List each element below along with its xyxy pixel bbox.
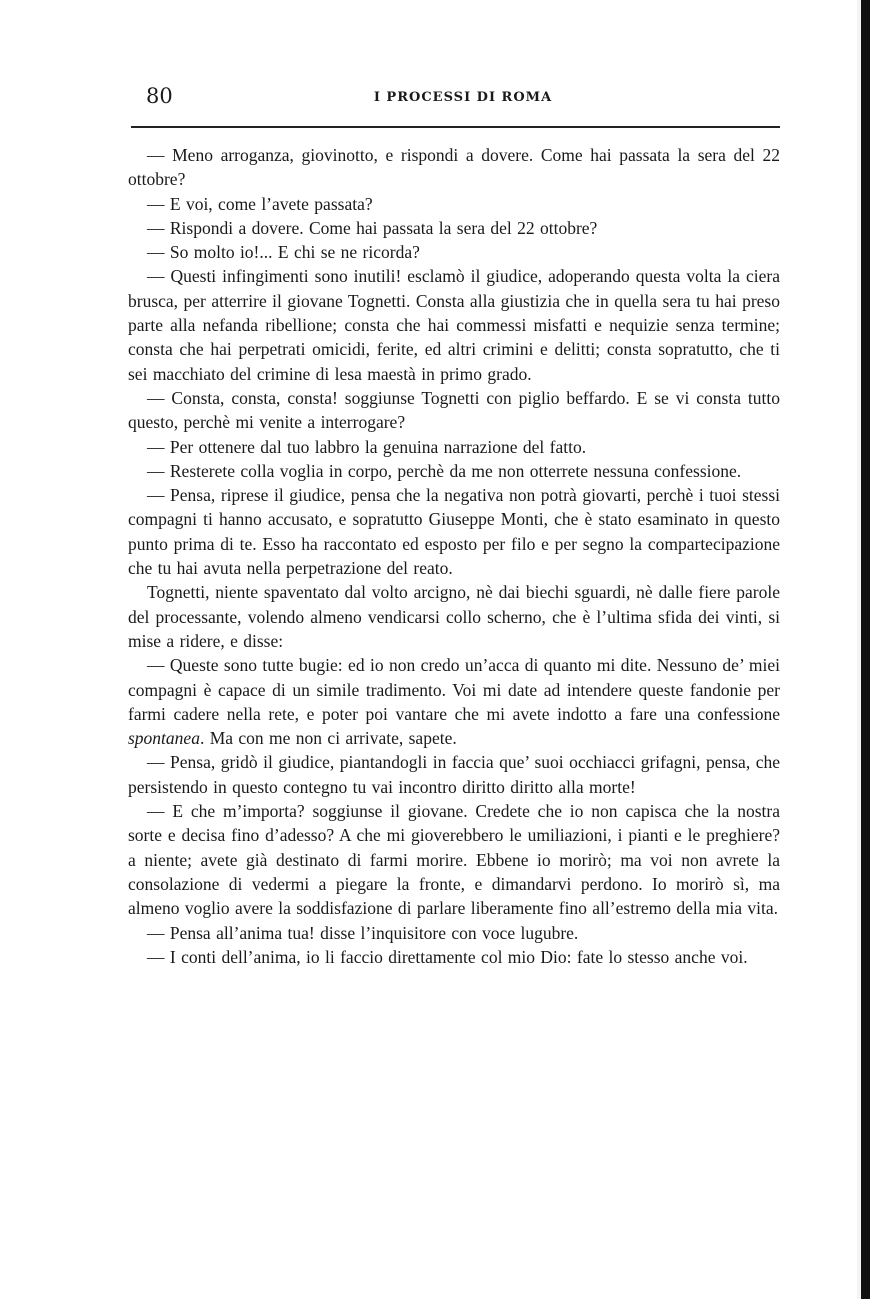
paragraph: — E voi, come l’avete passata? <box>147 193 373 214</box>
header-rule <box>131 126 780 128</box>
paragraph-text: . Ma con me non ci arrivate, sapete. <box>199 728 457 749</box>
paragraph: — Consta, consta, consta! soggiunse Tognetti con piglio beffardo. E se vi consta tutto questo, perchè mi venite a interrogare? <box>128 387 780 433</box>
paragraph: — E che m’importa? soggiunse il giovane. Credete che io non capisca che la nostra sorte e decisa fino d’adesso? A che mi gioverebbero le umiliazioni, i pianti e le preghiere? a niente; avete già destinato di farmi morire. Ebbene io morirò; ma voi non avrete la consolazione di vedermi a piegare la fronte, e dimandarvi perdono. Io morirò sì, ma almeno voglio avere la soddisfazione di parlare liberamente fino all’estremo della mia vita. <box>128 801 780 919</box>
paragraph: — Meno arroganza, giovinotto, e rispondi a dovere. Come hai passata la sera del 22 ottobre? <box>128 145 780 190</box>
paragraph: — So molto io!... E chi se ne ricorda? <box>147 242 420 263</box>
page-number: 80 <box>146 84 173 108</box>
paragraph: — Resterete colla voglia in corpo, perchè da me non otterrete nessuna confessione. <box>147 460 742 481</box>
paragraph: — Pensa, gridò il giudice, piantandogli in faccia que’ suoi occhiacci grifagni, pensa, che persistendo in questo contegno tu vai incontro diritto diritto alla morte! <box>128 752 780 797</box>
book-spine-edge <box>861 0 870 1299</box>
body-text <box>128 143 780 969</box>
paragraph: — Pensa all’anima tua! disse l’inquisitore con voce lugubre. <box>147 922 579 943</box>
paragraph <box>128 653 780 750</box>
paragraph: Tognetti, niente spaventato dal volto arcigno, nè dai biechi sguardi, nè dalle fiere parole del processante, volendo almeno vendicarsi collo scherno, che è l’ultima sfida dei vinti, si mise a ridere, e disse: <box>128 582 780 651</box>
page-header <box>146 84 780 114</box>
emphasized-word: spontanea <box>128 728 200 749</box>
paragraph: — Per ottenere dal tuo labbro la genuina narrazione del fatto. <box>147 436 587 457</box>
paragraph: — Rispondi a dovere. Come hai passata la sera del 22 ottobre? <box>147 217 598 238</box>
running-title: I PROCESSI DI ROMA <box>373 90 553 105</box>
paragraph: — Questi infingimenti sono inutili! esclamò il giudice, adoperando questa volta la ciera brusca, per atterrire il giovane Tognetti. Consta alla giustizia che in quella sera tu hai preso parte alla nefanda ribellione; consta che hai commessi misfatti e nequizie senza termine; consta che hai perpetrati omicidi, ferite, ed altri crimini e delitti; consta sopratutto, che ti sei macchiato del crimine di lesa maestà in primo grado. <box>128 266 780 384</box>
paragraph: — I conti dell’anima, io li faccio direttamente col mio Dio: fate lo stesso anche voi. <box>147 946 748 967</box>
paragraph: — Pensa, riprese il giudice, pensa che la negativa non potrà giovarti, perchè i tuoi stessi compagni ti hanno accusato, e sopratutto Giuseppe Monti, che è stato esaminato in questo punto prima di te. Esso ha raccontato ed esposto per filo e per segno la compartecipazione che tu hai avuta nella perpetrazione del reato. <box>128 485 780 579</box>
paragraph-text: — Queste sono tutte bugie: ed io non credo un’acca di quanto mi dite. Nessuno de’ miei compagni è capace di un simile tradimento. Voi mi date ad intendere queste fandonie per farmi cadere nella rete, e poter poi vantare che mi avete indotto a fare una confessione <box>128 655 780 724</box>
